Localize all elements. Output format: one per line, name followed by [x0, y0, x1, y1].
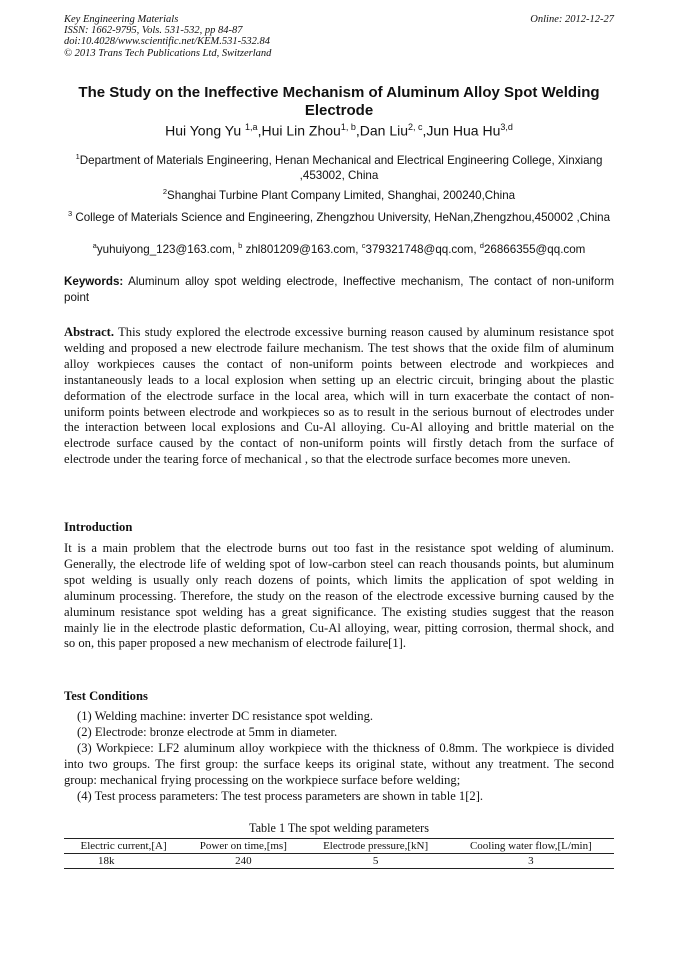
affiliation-sup: 2	[162, 187, 168, 196]
email-sup: a	[92, 241, 97, 250]
doi-line: doi:10.4028/www.scientific.net/KEM.531-532.84	[64, 36, 270, 48]
email-sup: c	[361, 241, 366, 250]
author-list	[64, 122, 614, 139]
abstract-text: This study explored the electrode excessive burning reason caused by aluminum resistance spot welding and proposed a new electrode failure mechanism. The test shows that the oxide film of aluminum alloy workpieces causes the contact of non-uniform points between electrode and workpieces and instantaneously leads to a local explosion when setting up an electric circuit, bringing about the plastic deformation of the electrode surface in the local area, which will in turn exacerbate the contact of non-uniform points between electrode and workpieces so as to result in the serious burnout of electrodes under the interaction between local explosions and Cu-Al alloying. Cu-Al alloying and brittle material on the electrode surface caused by the contact of non-uniform points will firstly detach from the surface of electrode under the tearing force of mechanical , so that the electrode surface becomes more uneven.	[64, 325, 614, 467]
email-address: 26866355@qq.com	[483, 242, 586, 256]
column-header: Cooling water flow,[L/min]	[448, 839, 614, 854]
column-header: Electrode pressure,[kN]	[304, 839, 448, 854]
online-date: Online: 2012-12-27	[530, 14, 614, 25]
author-sup: 2, c	[408, 122, 423, 132]
table-header-row	[64, 839, 614, 854]
abstract-block	[64, 325, 614, 468]
table-row	[64, 854, 614, 869]
list-item: (2) Electrode: bronze electrode at 5mm in diameter.	[77, 724, 338, 739]
test-conditions-list	[64, 709, 614, 804]
author-name: ,Jun Hua Hu	[422, 122, 501, 139]
author-sup: 3,d	[500, 122, 513, 132]
email-address: 379321748@qq.com,	[365, 242, 480, 256]
introduction-text: It is a main problem that the electrode burns out too fast in the resistance spot welding of aluminum. Generally, the electrode life of welding spot of low-carbon steel can reach thousands points, but aluminum spot welding is usually only reach dozens of points, which limits the application of spot welding in aluminum processing. Therefore, the study on the reason of the electrode excessive burning caused by the aluminum resistance spot welding has a great significance. The existing studies suggest that the reason mainly lie in the electrode plastic deformation, Cu-Al alloying, wear, pitting corrosion, thermal shock, and so on, this paper proposed a new mechanism of electrode failure[1].	[64, 541, 614, 651]
email-sup: b	[238, 241, 243, 250]
table-cell: 18k	[64, 854, 183, 869]
paper-title: The Study on the Ineffective Mechanism of Aluminum Alloy Spot Welding Electrode	[78, 84, 600, 119]
list-item: (4) Test process parameters: The test process parameters are shown in table 1[2].	[77, 788, 484, 803]
journal-header	[64, 14, 271, 59]
journal-name: Key Engineering Materials	[64, 14, 179, 25]
issn-line: ISSN: 1662-9795, Vols. 531-532, pp 84-87	[64, 25, 243, 37]
list-item: (1) Welding machine: inverter DC resistance spot welding.	[77, 709, 374, 723]
author-name: ,Hui Lin Zhou	[257, 122, 341, 139]
keywords-text: Aluminum alloy spot welding electrode, Ineffective mechanism, The contact of non-uniform point	[64, 275, 614, 304]
email-address: zhl801209@163.com,	[242, 242, 362, 256]
affiliation-sup: 1	[75, 152, 80, 161]
author-sup: 1, b	[340, 122, 356, 132]
affiliation-2	[64, 184, 614, 203]
affiliation-text: Department of Materials Engineering, Henan Mechanical and Electrical Engineering College, Xinxiang ,453002, China	[79, 153, 603, 182]
list-item: (3) Workpiece: LF2 aluminum alloy workpiece with the thickness of 0.8mm. The workpiece is divided into two groups. The first group: the surface keeps its original state, without any treatment. The second group: mechanical frying processing on the workpiece surface before welding;	[64, 740, 614, 787]
test-conditions-heading: Test Conditions	[64, 689, 148, 703]
author-name: Hui Yong Yu	[165, 122, 246, 139]
affiliation-text: College of Materials Science and Engineering, Zhengzhou University, HeNan,Zhengzhou,450002 ,China	[72, 210, 611, 224]
table-cell: 240	[183, 854, 303, 869]
keywords-block	[64, 274, 614, 305]
parameters-table	[64, 838, 614, 869]
introduction-heading: Introduction	[64, 520, 133, 534]
table-caption: Table 1 The spot welding parameters	[249, 821, 429, 835]
affiliation-text: Shanghai Turbine Plant Company Limited, Shanghai, 200240,China	[167, 188, 516, 202]
affiliation-1	[64, 149, 614, 183]
author-name: ,Dan Liu	[355, 122, 409, 139]
copyright-line: © 2013 Trans Tech Publications Ltd, Switzerland	[64, 47, 272, 59]
email-address: yuhuiyong_123@163.com,	[96, 242, 239, 256]
abstract-label: Abstract.	[64, 325, 115, 339]
email-sup: d	[479, 241, 484, 250]
author-sup: 1,a	[245, 122, 258, 132]
email-list	[64, 241, 614, 256]
column-header: Electric current,[A]	[64, 839, 183, 854]
table-cell: 5	[304, 854, 448, 869]
column-header: Power on time,[ms]	[183, 839, 303, 854]
affiliation-3	[64, 206, 614, 225]
table-cell: 3	[448, 854, 614, 869]
keywords-label: Keywords:	[64, 275, 124, 288]
affiliation-sup: 3	[67, 209, 73, 218]
